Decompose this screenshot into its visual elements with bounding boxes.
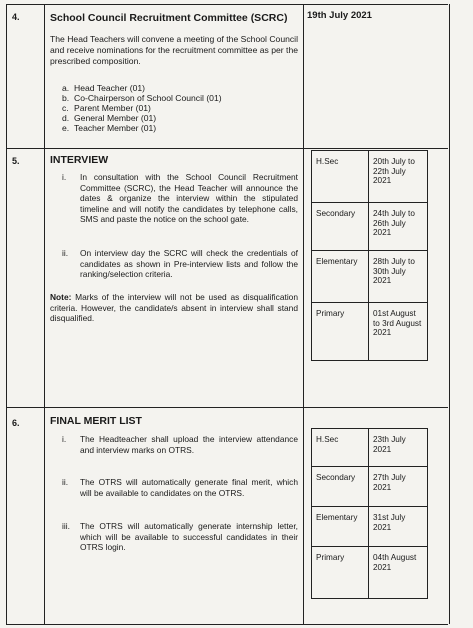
composition-list — [62, 83, 292, 133]
table-row: Elementary 31st July 2021 — [312, 507, 428, 547]
note-paragraph — [50, 292, 298, 324]
interview-schedule-table — [311, 150, 428, 361]
section-heading: INTERVIEW — [50, 154, 109, 166]
merit-list-schedule-table — [311, 428, 428, 599]
list-item: ii. On interview day the SCRC will check the credentials of candidates as shown in Pre-interview lists and follow the ranking/selection criteria. — [62, 248, 298, 280]
section-heading: FINAL MERIT LIST — [50, 415, 142, 427]
note-text: Marks of the interview will not be used as disqualification criteria. However, the candidate/s absent in interview shall stand disqualified. — [50, 292, 298, 324]
table-row: H.Sec 23th July 2021 — [312, 429, 428, 467]
table-row: Primary 04th August 2021 — [312, 547, 428, 599]
section-date: 19th July 2021 — [307, 10, 372, 21]
table-row: Secondary 24th July to 26th July 2021 — [312, 203, 428, 251]
table-row: Secondary 27th July 2021 — [312, 467, 428, 507]
row-number: 4. — [12, 12, 20, 22]
section-heading: School Council Recruitment Committee (SCRC) — [50, 12, 288, 24]
list-item: e. Teacher Member (01) — [62, 123, 157, 133]
list-item: iii. The OTRS will automatically generate internship letter, which will be available to successful candidates in their OTRS login. — [62, 521, 298, 553]
table-row: Elementary 28th July to 30th July 2021 — [312, 251, 428, 303]
table-row: H.Sec 20th July to 22th July 2021 — [312, 151, 428, 203]
list-item: d. General Member (01) — [62, 113, 157, 123]
list-item: ii. The OTRS will automatically generate final merit, which will be available to candidates on the OTRS. — [62, 477, 298, 498]
column-rule — [303, 4, 304, 624]
list-item: c. Parent Member (01) — [62, 103, 151, 113]
section-paragraph: The Head Teachers will convene a meeting of the School Council and receive nominations for the recruitment committee as per the prescribed composition. — [50, 34, 298, 66]
list-item: i. The Headteacher shall upload the interview attendance and interview marks on OTRS. — [62, 434, 298, 455]
column-rule — [44, 4, 45, 624]
table-rule — [6, 148, 448, 149]
table-rule — [6, 4, 448, 5]
row-number: 6. — [12, 418, 20, 428]
list-item: a. Head Teacher (01) — [62, 83, 146, 93]
table-rule — [6, 624, 448, 625]
table-rule — [6, 407, 448, 408]
list-item: b. Co-Chairperson of School Council (01) — [62, 93, 222, 103]
row-number: 5. — [12, 156, 20, 166]
note-label: Note: — [50, 292, 72, 302]
table-row: Primary 01st August to 3rd August 2021 — [312, 303, 428, 361]
list-item: i. In consultation with the School Council Recruitment Committee (SCRC), the Head Teacher will announce the dates & organize the interview within the stipulated timeline and will notify the candidates by telephone calls, SMS and paste the notice on the school gate. — [62, 172, 298, 225]
